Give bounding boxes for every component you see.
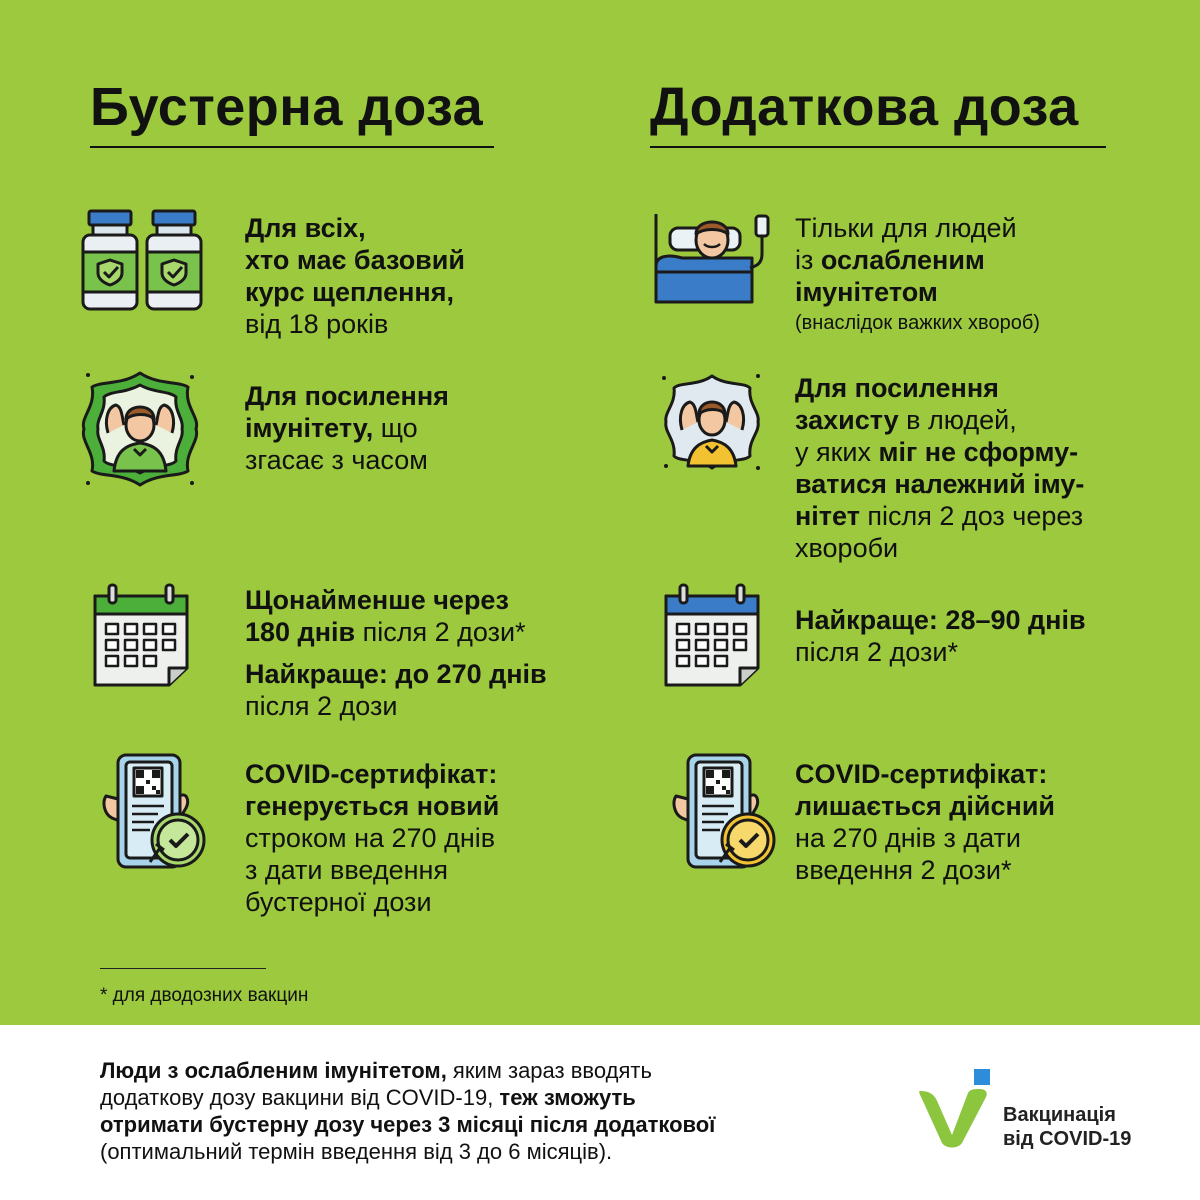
additional-b2-l2a: захисту	[795, 405, 899, 435]
booster-b1-l2: хто має базовий	[245, 245, 465, 275]
logo-line1: Вакцинація	[1003, 1104, 1116, 1126]
additional-b1-l3: імунітетом	[795, 277, 938, 307]
additional-b4-l1: COVID-сертифікат:	[795, 759, 1048, 789]
additional-block4-text	[795, 758, 1055, 886]
additional-block2-text	[795, 372, 1084, 564]
bottom-l1b: яким зараз вводять	[446, 1058, 652, 1083]
additional-b2-l5a: нітет	[795, 501, 860, 531]
footnote: * для дводозних вакцин	[100, 985, 309, 1006]
additional-b2-l4: ватися належний іму-	[795, 469, 1085, 499]
booster-b4-l2: генерується новий	[245, 791, 500, 821]
booster-b1-l3: курс щеплення,	[245, 277, 454, 307]
booster-b2-l3: згасає з часом	[245, 445, 428, 475]
additional-b3-l1: Найкраще: 28–90 днів	[795, 605, 1086, 635]
bottom-l2b: теж зможуть	[499, 1085, 636, 1110]
additional-b2-l2b: в людей,	[898, 405, 1017, 435]
bottom-l4: (оптимальний термін введення від 3 до 6 місяців).	[100, 1139, 613, 1164]
blue-calendar-icon	[663, 582, 761, 688]
booster-b1-l4: від 18 років	[245, 309, 389, 339]
bottom-text	[100, 1057, 715, 1165]
booster-b3-l3: Найкраще: до 270 днів	[245, 659, 547, 689]
additional-b4-l3: на 270 днів з дати	[795, 823, 1021, 853]
logo-text	[1003, 1103, 1131, 1151]
phone-certificate-icon	[100, 752, 210, 872]
vaccine-vials-icon	[80, 208, 210, 313]
additional-b2-l5b: після 2 доз через	[859, 501, 1084, 531]
additional-b2-l3a: у яких	[795, 437, 879, 467]
booster-b1-l1: Для всіх,	[245, 213, 366, 243]
additional-b1-l2b: ослабленим	[820, 245, 985, 275]
phone-certificate-icon	[670, 752, 780, 872]
additional-block3-text	[795, 604, 1086, 668]
additional-dose-title: Додаткова доза	[650, 77, 1079, 137]
additional-b4-l4: введення 2 дози*	[795, 855, 1012, 885]
booster-b2-l2b: що	[373, 413, 418, 443]
booster-title-rule	[90, 146, 494, 148]
additional-b2-l1: Для посилення	[795, 373, 999, 403]
additional-b4-l2: лишається дійсний	[795, 791, 1056, 821]
booster-dose-title: Бустерна доза	[90, 77, 484, 137]
green-calendar-icon	[92, 582, 190, 688]
booster-b4-l4: з дати введення	[245, 855, 449, 885]
footnote-rule	[100, 968, 266, 969]
booster-b4-l5: бустерної дози	[245, 887, 432, 917]
booster-b3-l4: після 2 дози	[245, 691, 398, 721]
additional-b1-l4: (внаслідок важких хвороб)	[795, 312, 1040, 334]
logo-line2: від COVID-19	[1003, 1128, 1132, 1150]
booster-block4-text	[245, 758, 499, 918]
bottom-banner	[0, 1025, 1200, 1200]
bottom-l1a: Люди з ослабленим імунітетом,	[100, 1058, 447, 1083]
bottom-l2a: додаткову дозу вакцини від COVID-19,	[100, 1085, 500, 1110]
additional-block1-text	[795, 212, 1040, 338]
strong-person-yellow-icon	[658, 368, 766, 478]
booster-b3-l2a: 180 днів	[245, 617, 356, 647]
booster-block2-text	[245, 380, 449, 476]
booster-b4-l1: COVID-сертифікат:	[245, 759, 498, 789]
additional-b1-l1: Тільки для людей	[795, 213, 1017, 243]
vaccination-logo-icon	[918, 1069, 994, 1149]
booster-block3-text	[245, 584, 547, 722]
booster-b2-l2a: імунітету,	[245, 413, 374, 443]
booster-b3-l1: Щонайменше через	[245, 585, 509, 615]
booster-block1-text	[245, 212, 465, 340]
additional-b2-l6: хвороби	[795, 533, 899, 563]
patient-bed-icon	[652, 210, 772, 305]
additional-b1-l2a: із	[795, 245, 821, 275]
additional-b3-l2: після 2 дози*	[795, 637, 958, 667]
strong-person-icon	[78, 367, 202, 492]
booster-b4-l3: строком на 270 днів	[245, 823, 496, 853]
booster-b3-l2b: після 2 дози*	[355, 617, 526, 647]
additional-b2-l3b: міг не сформу-	[878, 437, 1079, 467]
bottom-l3: отримати бустерну дозу через 3 місяці після додаткової	[100, 1112, 716, 1137]
additional-title-rule	[650, 146, 1106, 148]
booster-b2-l1: Для посилення	[245, 381, 449, 411]
